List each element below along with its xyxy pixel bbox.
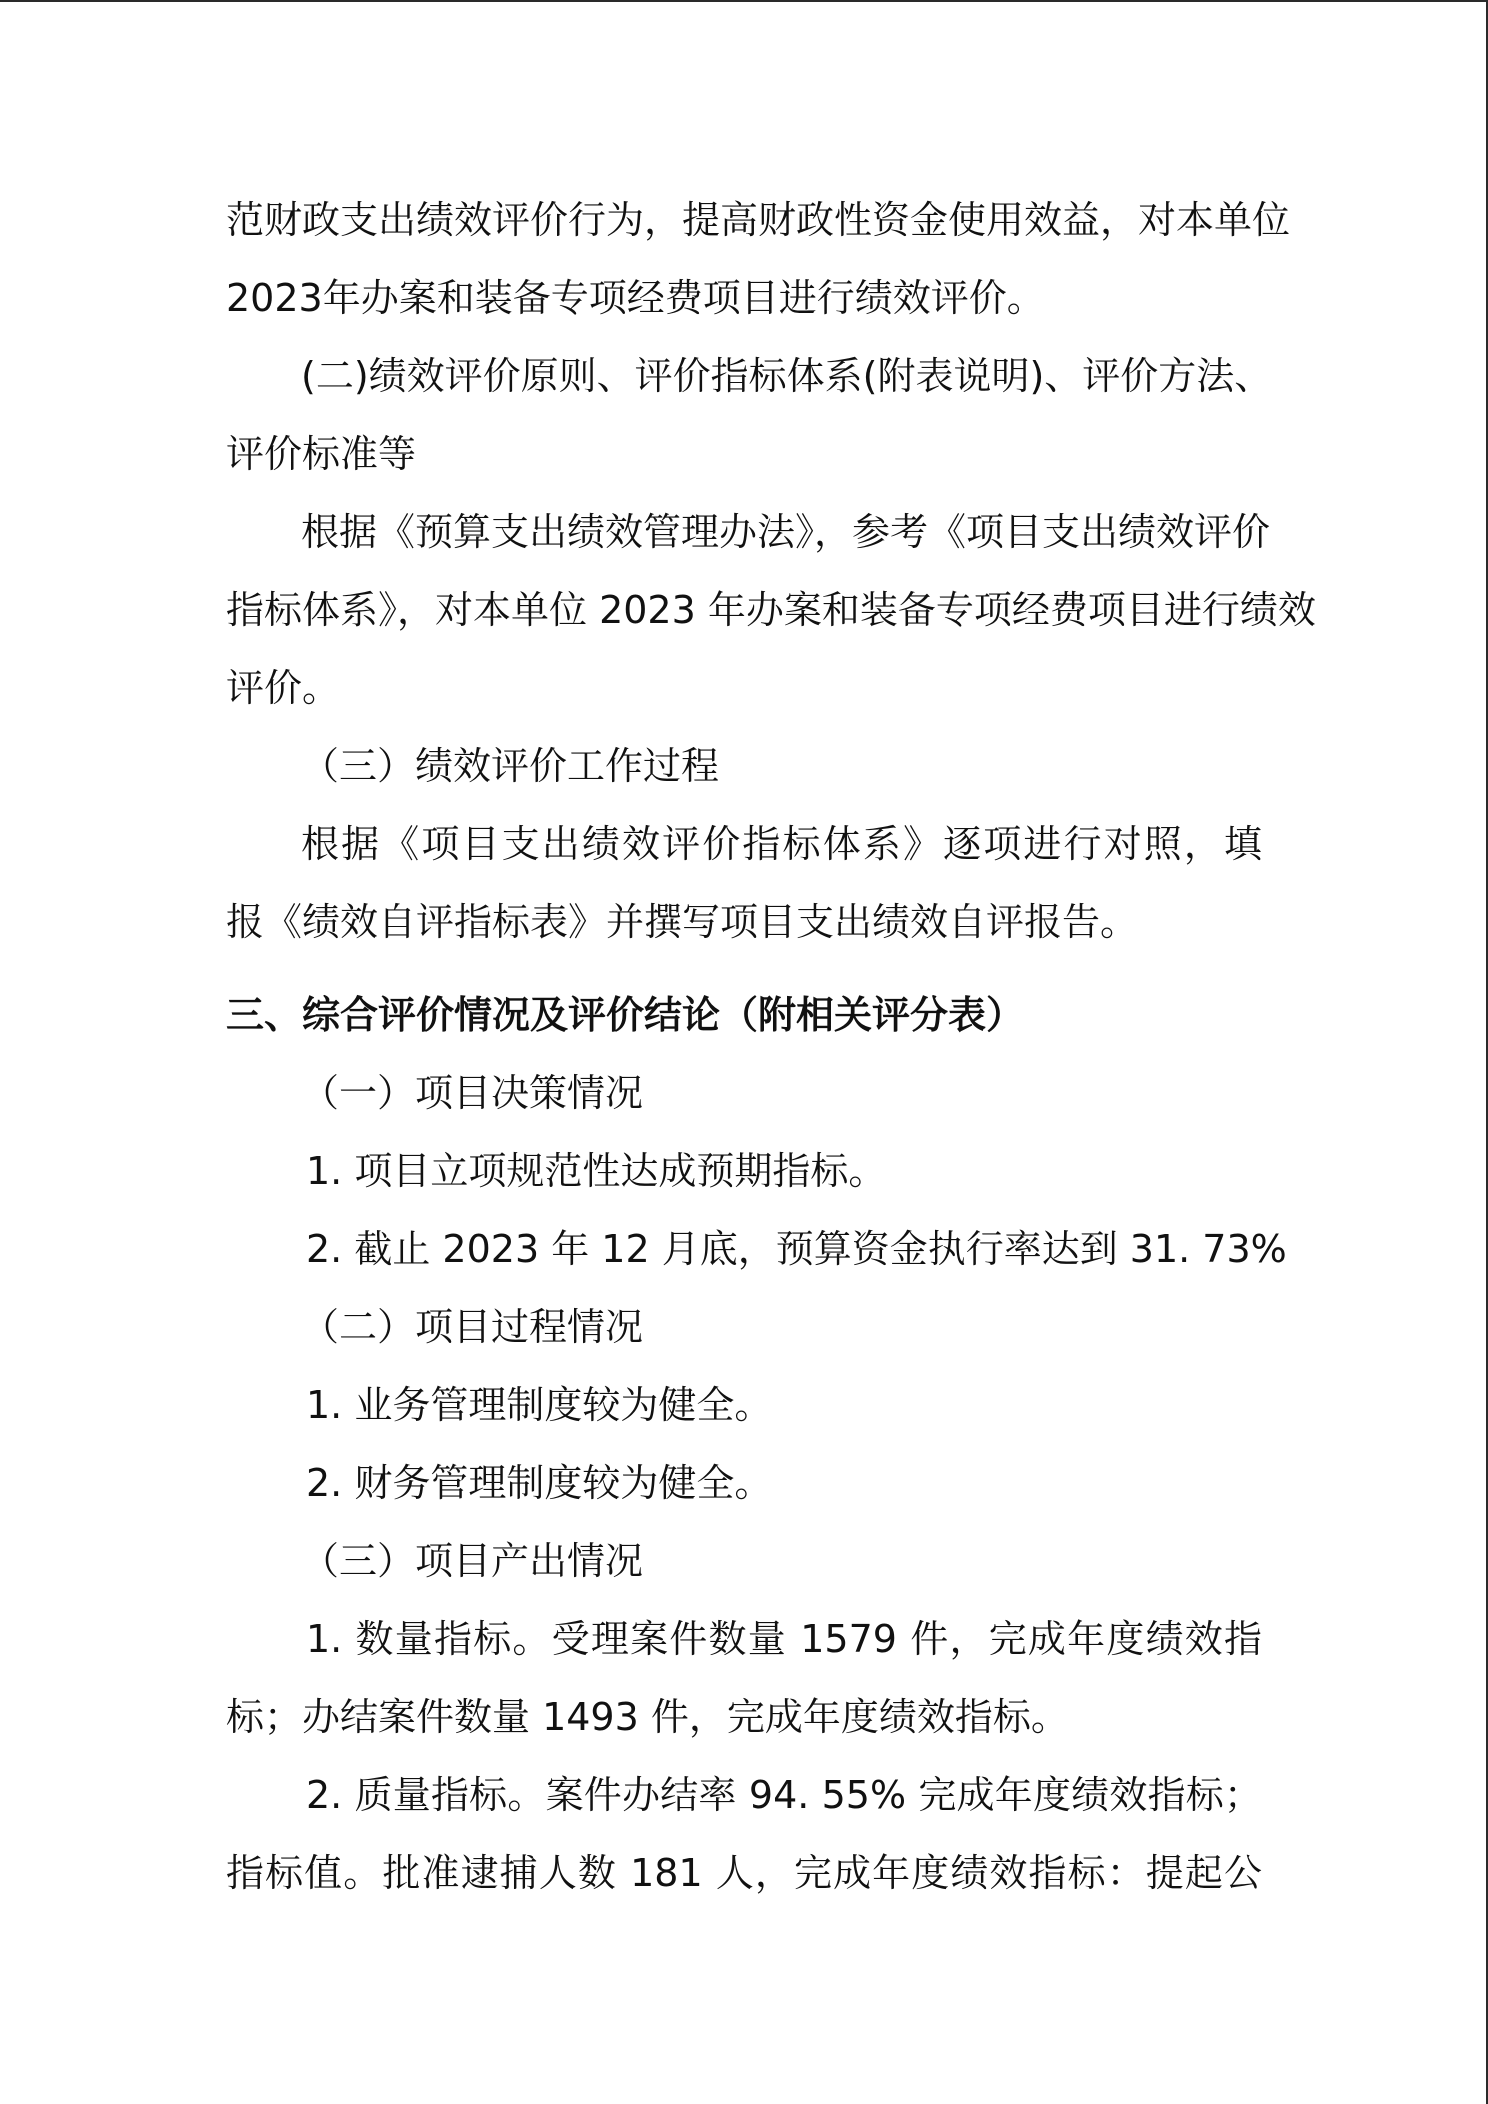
body-line: 范财政支出绩效评价行为，提高财政性资金使用效益，对本单位 xyxy=(226,198,1291,242)
list-item: 1. 业务管理制度较为健全。 xyxy=(306,1383,773,1427)
body-line: 报《绩效自评指标表》并撰写项目支出绩效自评报告。 xyxy=(226,900,1139,944)
section-subheading: （二）项目过程情况 xyxy=(301,1305,644,1349)
body-line: 指标体系》，对本单位 2023 年办案和装备专项经费项目进行绩效 xyxy=(226,588,1316,632)
section-subheading-cont: 评价标准等 xyxy=(226,432,417,476)
page-top-border xyxy=(0,0,1488,2)
section-subheading: （三）绩效评价工作过程 xyxy=(301,744,720,788)
section-subheading: （三）项目产出情况 xyxy=(301,1539,644,1583)
body-line: 根据《项目支出绩效评价指标体系》逐项进行对照，填 xyxy=(301,822,1262,866)
body-line: 指标值。批准逮捕人数 181 人，完成年度绩效指标：提起公 xyxy=(226,1851,1262,1895)
body-line: 2023年办案和装备专项经费项目进行绩效评价。 xyxy=(226,276,1045,320)
list-item: 2. 截止 2023 年 12 月底，预算资金执行率达到 31. 73% xyxy=(306,1227,1287,1271)
list-item: 1. 项目立项规范性达成预期指标。 xyxy=(306,1149,887,1193)
body-line: 评价。 xyxy=(226,666,341,710)
section-subheading: (二)绩效评价原则、评价指标体系(附表说明)、评价方法、 xyxy=(301,354,1273,398)
list-item: 2. 财务管理制度较为健全。 xyxy=(306,1461,773,1505)
body-line: 1. 数量指标。受理案件数量 1579 件，完成年度绩效指 xyxy=(306,1617,1262,1661)
body-line: 标；办结案件数量 1493 件，完成年度绩效指标。 xyxy=(226,1695,1069,1739)
section-subheading: （一）项目决策情况 xyxy=(301,1071,644,1115)
body-line: 根据《预算支出绩效管理办法》，参考《项目支出绩效评价 xyxy=(301,510,1271,554)
body-line: 2. 质量指标。案件办结率 94. 55% 完成年度绩效指标； xyxy=(306,1773,1262,1817)
section-heading: 三、综合评价情况及评价结论（附相关评分表） xyxy=(226,993,1025,1037)
